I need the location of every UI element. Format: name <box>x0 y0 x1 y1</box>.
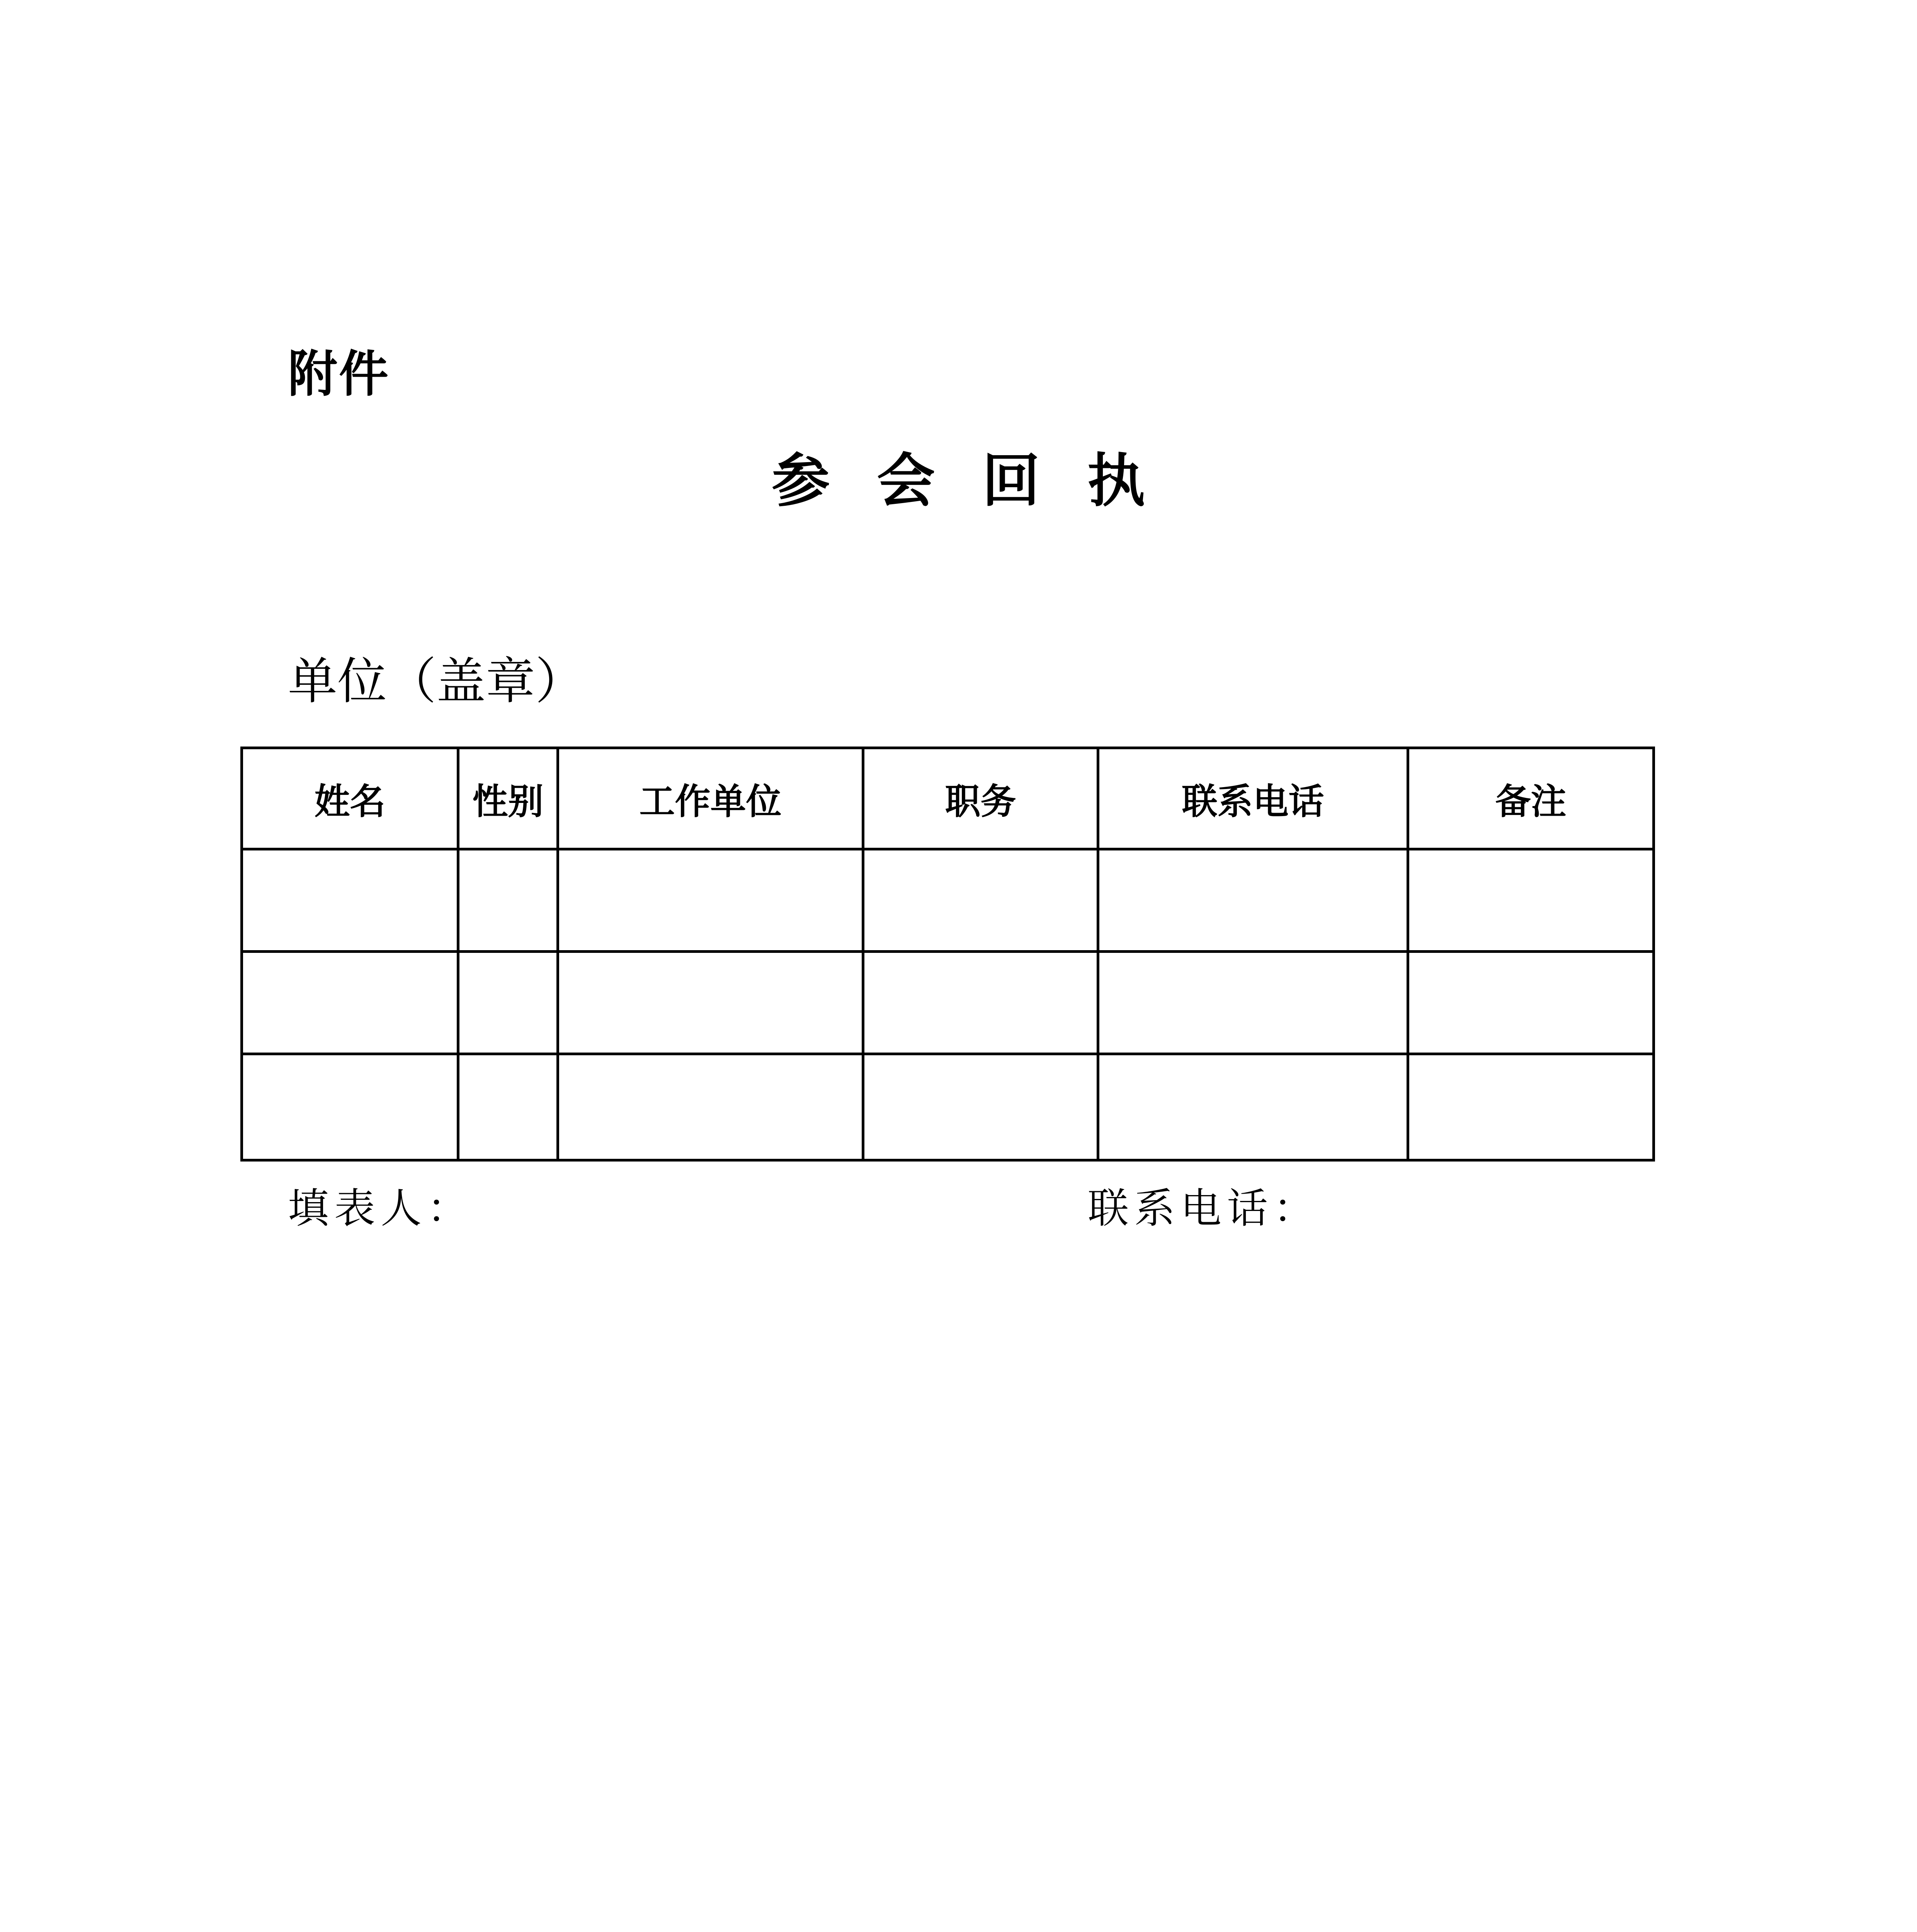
organization-seal-label: 单位（盖章） <box>288 653 585 710</box>
cell-workplace[interactable] <box>558 1054 863 1160</box>
cell-position[interactable] <box>863 952 1098 1054</box>
header-position: 职务 <box>863 748 1098 849</box>
table-row <box>242 952 1654 1054</box>
cell-name[interactable] <box>242 849 458 952</box>
cell-gender[interactable] <box>458 1054 558 1160</box>
cell-gender[interactable] <box>458 849 558 952</box>
table-row <box>242 849 1654 952</box>
cell-workplace[interactable] <box>558 952 863 1054</box>
form-filler-label: 填表人： <box>288 1185 473 1232</box>
cell-gender[interactable] <box>458 952 558 1054</box>
header-gender: 性别 <box>458 748 558 849</box>
page-title: 参 会 回 执 <box>772 447 1145 515</box>
header-workplace: 工作单位 <box>558 748 863 849</box>
cell-position[interactable] <box>863 849 1098 952</box>
contact-phone-label: 联系电话： <box>1088 1185 1320 1232</box>
cell-position[interactable] <box>863 1054 1098 1160</box>
receipt-table <box>240 747 1655 1162</box>
cell-remarks[interactable] <box>1408 952 1654 1054</box>
table-header-row <box>242 748 1654 849</box>
cell-phone[interactable] <box>1098 849 1408 952</box>
cell-phone[interactable] <box>1098 952 1408 1054</box>
header-remarks: 备注 <box>1408 748 1654 849</box>
cell-workplace[interactable] <box>558 849 863 952</box>
table-row <box>242 1054 1654 1160</box>
header-phone: 联系电话 <box>1098 748 1408 849</box>
cell-name[interactable] <box>242 1054 458 1160</box>
cell-name[interactable] <box>242 952 458 1054</box>
cell-remarks[interactable] <box>1408 1054 1654 1160</box>
attachment-label: 附件 <box>288 345 390 403</box>
header-name: 姓名 <box>242 748 458 849</box>
cell-phone[interactable] <box>1098 1054 1408 1160</box>
cell-remarks[interactable] <box>1408 849 1654 952</box>
